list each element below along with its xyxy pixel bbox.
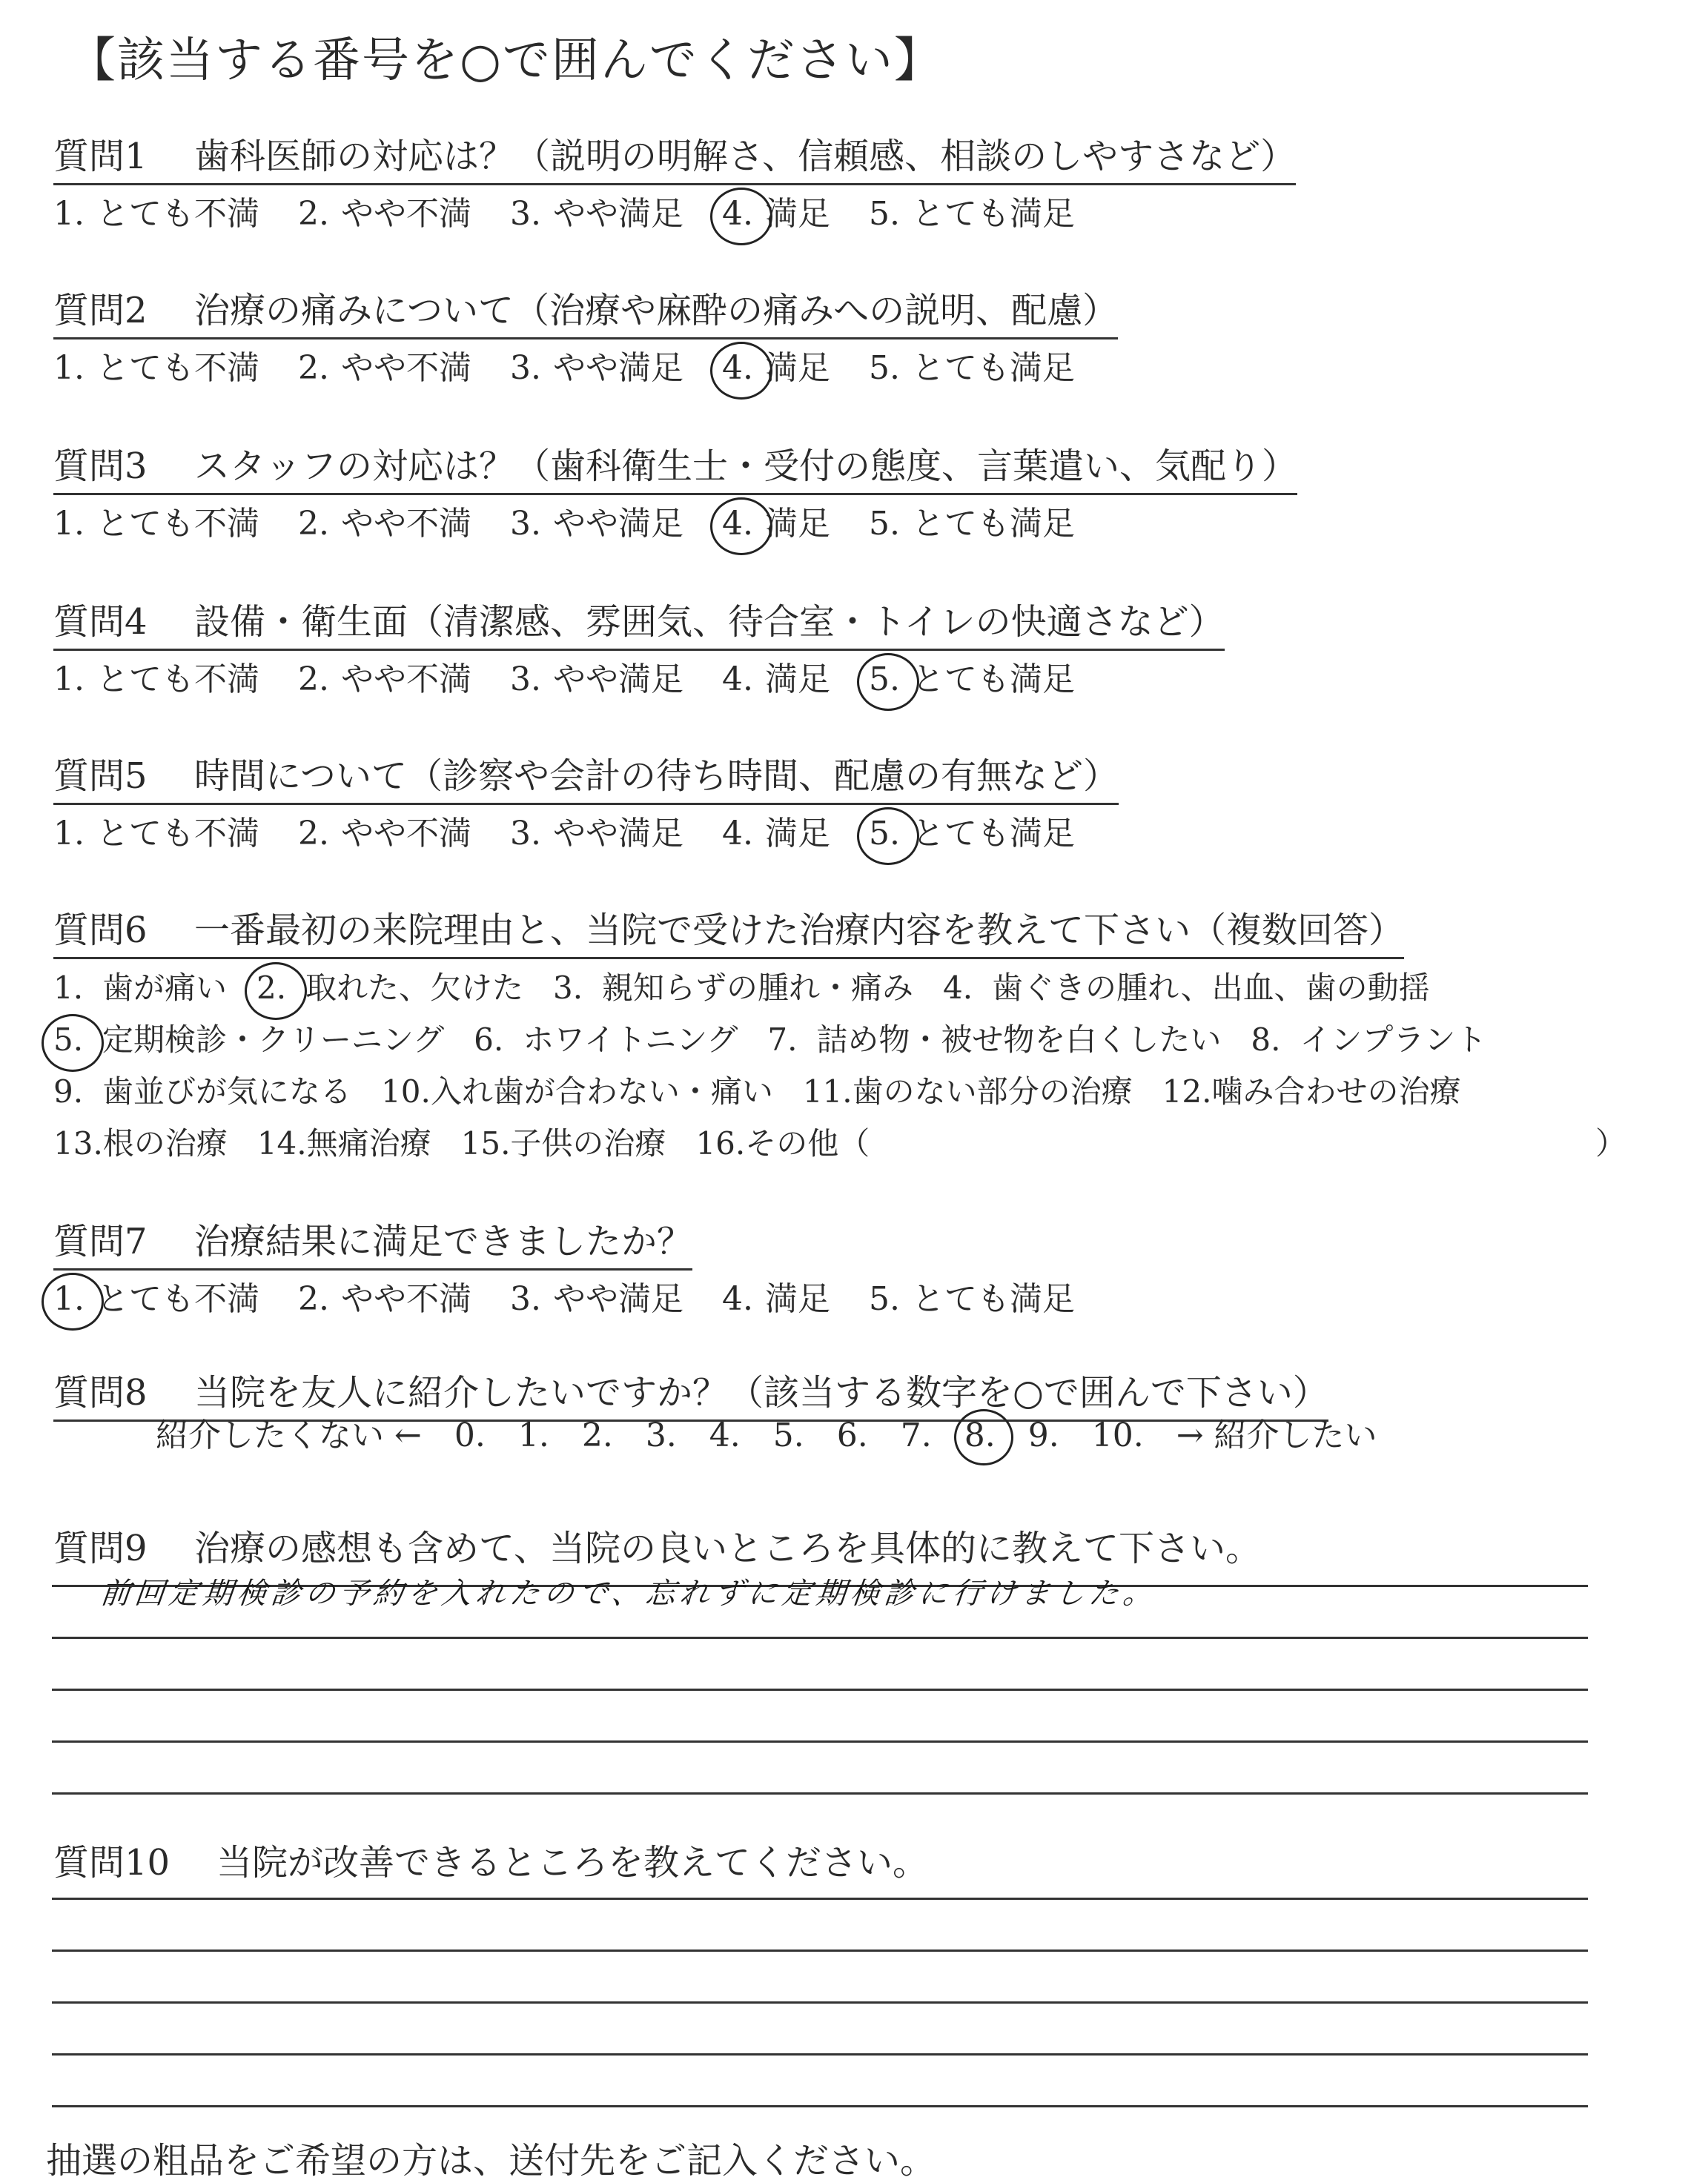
q6-option-15[interactable]: [461, 1119, 666, 1164]
q3-option-5-label: とても満足: [912, 505, 1075, 543]
q2-option-1-label: とても不満: [96, 349, 259, 387]
q6-option-13-label: 根の治療: [102, 1125, 228, 1162]
question-10-heading: [53, 1834, 928, 1889]
question-3-heading: [53, 437, 1297, 495]
q8-scale-option-7-number: 7.: [900, 1417, 932, 1454]
answer-line: [52, 2053, 1588, 2056]
question-6-options-row-1: [53, 964, 1460, 1008]
q8-scale-option-8[interactable]: [964, 1417, 996, 1454]
q8-scale-option-0-number: 0.: [454, 1417, 486, 1454]
q6-option-1-label: 歯が痛い: [102, 970, 228, 1006]
answer-line: [52, 1637, 1588, 1639]
q6-option-7[interactable]: [767, 1016, 1221, 1060]
question-3-options: [53, 497, 1113, 544]
q1-option-2-number: 2.: [298, 195, 329, 233]
question-2-options: [53, 341, 1113, 388]
q2-option-5[interactable]: [869, 341, 1075, 388]
q8-scale-option-4[interactable]: [709, 1417, 741, 1454]
q3-option-4[interactable]: [722, 497, 830, 544]
q1-option-2-label: やや不満: [341, 195, 471, 233]
q2-option-3[interactable]: [510, 341, 683, 388]
q6-option-3-label: 親知らずの腫れ・痛み: [602, 970, 914, 1006]
question-1-heading: [53, 127, 1296, 185]
q6-option-10-number: 10.: [381, 1073, 431, 1110]
q1-option-4-number: 4.: [722, 195, 765, 233]
q6-option-6[interactable]: [474, 1016, 738, 1060]
q6-option-4-label: 歯ぐきの腫れ、出血、歯の動揺: [992, 970, 1430, 1006]
q3-option-4-number: 4.: [722, 505, 765, 543]
question-5-text: 時間について（診察や会計の待ち時間、配慮の有無など）: [194, 755, 1119, 797]
q6-option-4-number: 4.: [943, 970, 973, 1006]
q2-option-2-label: やや不満: [341, 349, 471, 387]
q6-option-6-label: ホワイトニング: [523, 1021, 738, 1058]
question-9-text: 治療の感想も含めて、当院の良いところを具体的に教えて下さい。: [194, 1528, 1262, 1569]
q6-option-3-number: 3.: [553, 970, 583, 1006]
q4-option-5-label: とても満足: [912, 660, 1075, 698]
q6-option-14[interactable]: [257, 1119, 431, 1164]
q8-scale-option-9[interactable]: [1028, 1417, 1059, 1454]
q2-option-2-number: 2.: [298, 349, 329, 387]
answer-line: [52, 1689, 1588, 1691]
q4-option-3-number: 3.: [510, 660, 541, 698]
q3-option-2-number: 2.: [298, 505, 329, 543]
q6-option-10-label: 入れ歯が合わない・痛い: [430, 1073, 773, 1110]
question-6-heading: [53, 901, 1404, 959]
q6-option-13-number: 13.: [53, 1125, 103, 1162]
q6-option-9-number: 9.: [53, 1073, 84, 1110]
q1-option-2[interactable]: [298, 187, 471, 234]
q3-option-2-label: やや不満: [341, 505, 471, 543]
q8-scale-option-0[interactable]: [454, 1417, 486, 1454]
q4-option-2[interactable]: [298, 652, 471, 700]
question-4-heading: [53, 593, 1225, 651]
q3-option-1-label: とても不満: [96, 505, 259, 543]
question-5-options: [53, 806, 1113, 854]
q1-option-1-label: とても不満: [96, 195, 259, 233]
q7-option-5-number: 5.: [869, 1280, 900, 1318]
question-9-answer: 前回定期検診の予約を入れたので、忘れずに定期検診に行けました。: [99, 1577, 1159, 1611]
q7-option-3[interactable]: [510, 1272, 683, 1319]
answer-line: [52, 1898, 1588, 1900]
q6-option-7-label: 詰め物・被せ物を白くしたい: [816, 1021, 1222, 1058]
q2-option-4[interactable]: [722, 341, 830, 388]
answer-line: [52, 2105, 1588, 2107]
q6-option-16-number: 16.: [695, 1125, 746, 1162]
q8-scale-option-7[interactable]: [901, 1417, 932, 1454]
q3-option-1-number: 1.: [53, 505, 85, 543]
q1-option-4-label: 満足: [765, 195, 830, 233]
q6-option-11-label: 歯のない部分の治療: [852, 1073, 1133, 1110]
q6-option-2-number: 2.: [256, 970, 305, 1006]
q6-other-close-paren: ）: [1595, 1125, 1627, 1162]
question-4-text: 設備・衛生面（清潔感、雰囲気、待合室・トイレの快適さなど）: [194, 601, 1225, 643]
q6-option-5[interactable]: [53, 1016, 444, 1060]
q6-option-14-label: 無痛治療: [306, 1125, 431, 1162]
q6-option-4[interactable]: [943, 964, 1430, 1008]
q3-option-4-label: 満足: [765, 505, 830, 543]
question-2-text: 治療の痛みについて（治療や麻酔の痛みへの説明、配慮）: [194, 290, 1119, 331]
question-1-number: 質問1: [53, 136, 148, 177]
q5-option-1-label: とても不満: [96, 815, 259, 852]
q6-option-5-label: 定期検診・クリーニング: [102, 1021, 445, 1058]
footer-note: 抽選の粗品をご希望の方は、送付先をご記入ください。: [46, 2140, 936, 2182]
question-6-options-row-3: [53, 1067, 1490, 1112]
question-1-options: [53, 187, 1113, 234]
answer-line: [52, 1740, 1588, 1743]
q4-option-4-number: 4.: [722, 660, 753, 698]
q6-option-12[interactable]: [1162, 1067, 1461, 1112]
q8-scale-option-10[interactable]: [1092, 1417, 1144, 1454]
question-5-heading: [53, 747, 1119, 805]
q7-option-4[interactable]: [722, 1272, 830, 1319]
q4-option-3[interactable]: [510, 652, 683, 700]
q8-scale-option-10-number: 10.: [1091, 1417, 1144, 1454]
q7-option-2-number: 2.: [298, 1280, 329, 1318]
q6-option-5-number: 5.: [53, 1021, 102, 1058]
question-7-heading: [53, 1213, 692, 1271]
question-6-options-row-2: [53, 1016, 1516, 1060]
q6-option-1[interactable]: [53, 964, 227, 1008]
q3-option-3-number: 3.: [510, 505, 541, 543]
q1-option-1-number: 1.: [53, 195, 85, 233]
question-5-number: 質問5: [53, 755, 148, 797]
q6-option-2[interactable]: [256, 964, 523, 1008]
q4-option-5-number: 5.: [869, 660, 912, 698]
q1-option-1[interactable]: [53, 187, 259, 234]
q8-scale-option-5-number: 5.: [772, 1417, 804, 1454]
q2-option-1[interactable]: [53, 341, 259, 388]
q6-option-9[interactable]: [53, 1067, 351, 1112]
q5-option-3[interactable]: [510, 806, 683, 854]
question-8-number: 質問8: [53, 1372, 148, 1414]
q5-option-3-number: 3.: [510, 815, 541, 852]
question-7-number: 質問7: [53, 1221, 148, 1262]
q6-option-9-label: 歯並びが気になる: [102, 1073, 352, 1110]
q8-scale-option-5[interactable]: [773, 1417, 804, 1454]
q3-option-5-number: 5.: [869, 505, 900, 543]
question-8-scale: [156, 1408, 1410, 1456]
q2-option-3-number: 3.: [510, 349, 541, 387]
q6-option-8[interactable]: [1251, 1016, 1486, 1060]
q6-option-14-number: 14.: [256, 1125, 307, 1162]
question-7-options: [53, 1272, 1113, 1319]
question-3-number: 質問3: [53, 445, 148, 487]
question-9-number: 質問9: [53, 1528, 148, 1569]
q1-option-5[interactable]: [869, 187, 1075, 234]
q5-option-4-number: 4.: [722, 815, 753, 852]
q5-option-1-number: 1.: [53, 815, 85, 852]
q2-option-4-number: 4.: [722, 349, 765, 387]
q4-option-5[interactable]: [869, 652, 1075, 700]
q8-scale-option-3[interactable]: [646, 1417, 677, 1454]
q4-option-1-number: 1.: [53, 660, 85, 698]
q7-option-2[interactable]: [298, 1272, 471, 1319]
q6-option-8-label: インプラント: [1300, 1021, 1487, 1058]
q4-option-1-label: とても不満: [96, 660, 259, 698]
q1-option-5-label: とても満足: [912, 195, 1075, 233]
q6-option-2-label: 取れた、欠けた: [305, 970, 524, 1006]
question-4-number: 質問4: [53, 601, 148, 643]
q8-scale-option-1[interactable]: [518, 1417, 549, 1454]
question-10-number: 質問10: [53, 1842, 171, 1884]
q1-option-3[interactable]: [510, 187, 683, 234]
q7-option-3-number: 3.: [510, 1280, 541, 1318]
q3-option-5[interactable]: [869, 497, 1075, 544]
q5-option-3-label: やや満足: [553, 815, 683, 852]
q8-scale-option-8-number: 8.: [964, 1417, 996, 1454]
q6-option-15-label: 子供の治療: [510, 1125, 666, 1162]
question-2-number: 質問2: [53, 290, 148, 331]
q8-scale-option-9-number: 9.: [1027, 1417, 1059, 1454]
question-9-heading: [53, 1520, 1261, 1575]
q6-option-15-number: 15.: [460, 1125, 511, 1162]
q1-option-3-label: やや満足: [553, 195, 683, 233]
q4-option-2-number: 2.: [298, 660, 329, 698]
q8-scale-option-6[interactable]: [837, 1417, 868, 1454]
q4-option-1[interactable]: [53, 652, 259, 700]
q7-option-4-number: 4.: [722, 1280, 753, 1318]
question-10-text: 当院が改善できるところを教えてください。: [216, 1842, 929, 1884]
q3-option-2[interactable]: [298, 497, 471, 544]
q7-option-5-label: とても満足: [912, 1280, 1075, 1318]
q2-option-3-label: やや満足: [553, 349, 683, 387]
q6-option-11-number: 11.: [802, 1073, 853, 1110]
q6-option-10[interactable]: [381, 1067, 773, 1112]
q4-option-3-label: やや満足: [553, 660, 683, 698]
question-6-options-row-4: [53, 1119, 1627, 1164]
q8-scale-option-1-number: 1.: [517, 1417, 549, 1454]
q5-option-2-label: やや不満: [341, 815, 471, 852]
question-8-right-label: → 紹介したい: [1176, 1417, 1377, 1454]
question-3-text: スタッフの対応は？（歯科衛生士・受付の態度、言葉遣い、気配り）: [194, 445, 1298, 487]
q8-scale-option-3-number: 3.: [645, 1417, 677, 1454]
q1-option-4[interactable]: [722, 187, 830, 234]
question-8-text: 当院を友人に紹介したいですか？（該当する数字を○で囲んで下さい）: [194, 1372, 1328, 1414]
q8-scale-option-2-number: 2.: [581, 1417, 613, 1454]
q5-option-5-number: 5.: [869, 815, 912, 852]
q6-option-8-number: 8.: [1251, 1021, 1281, 1058]
question-6-text: 一番最初の来院理由と、当院で受けた治療内容を教えて下さい（複数回答）: [194, 910, 1405, 951]
q7-option-3-label: やや満足: [553, 1280, 683, 1318]
q7-option-1[interactable]: [53, 1272, 259, 1319]
question-2-heading: [53, 282, 1118, 339]
q2-option-1-number: 1.: [53, 349, 85, 387]
q5-option-4-label: 満足: [765, 815, 830, 852]
q5-option-2[interactable]: [298, 806, 471, 854]
q4-option-2-label: やや不満: [341, 660, 471, 698]
q6-option-16-label: その他（: [745, 1125, 870, 1162]
question-4-options: [53, 652, 1113, 700]
q6-option-13[interactable]: [53, 1119, 228, 1164]
question-7-text: 治療結果に満足できましたか？: [194, 1221, 693, 1262]
q8-scale-option-2[interactable]: [582, 1417, 613, 1454]
q1-option-3-number: 3.: [510, 195, 541, 233]
answer-line: [52, 1792, 1588, 1795]
q7-option-1-label: とても不満: [96, 1280, 259, 1318]
answer-line: [52, 1950, 1588, 1952]
q6-option-16[interactable]: [695, 1119, 870, 1164]
q6-option-6-number: 6.: [474, 1021, 504, 1058]
q3-option-1[interactable]: [53, 497, 259, 544]
q6-option-1-number: 1.: [53, 970, 84, 1006]
q7-option-2-label: やや不満: [341, 1280, 471, 1318]
q8-scale-option-4-number: 4.: [709, 1417, 741, 1454]
q2-option-5-label: とても満足: [912, 349, 1075, 387]
q7-option-4-label: 満足: [765, 1280, 830, 1318]
question-8-left-label: 紹介したくない ←: [156, 1417, 422, 1454]
q5-option-1[interactable]: [53, 806, 259, 854]
q7-option-1-number: 1.: [53, 1280, 96, 1318]
q2-option-4-label: 満足: [765, 349, 830, 387]
q4-option-4-label: 満足: [765, 660, 830, 698]
question-6-number: 質問6: [53, 910, 148, 951]
q8-scale-option-6-number: 6.: [836, 1417, 868, 1454]
q5-option-2-number: 2.: [298, 815, 329, 852]
q7-option-5[interactable]: [869, 1272, 1075, 1319]
q2-option-5-number: 5.: [869, 349, 900, 387]
q5-option-5[interactable]: [869, 806, 1075, 854]
q4-option-4[interactable]: [722, 652, 830, 700]
q1-option-5-number: 5.: [869, 195, 900, 233]
q6-option-3[interactable]: [553, 964, 913, 1008]
question-1-text: 歯科医師の対応は？（説明の明解さ、信頼感、相談のしやすさなど）: [194, 136, 1297, 177]
q3-option-3-label: やや満足: [553, 505, 683, 543]
q6-option-11[interactable]: [803, 1067, 1133, 1112]
q3-option-3[interactable]: [510, 497, 683, 544]
q6-option-7-number: 7.: [767, 1021, 798, 1058]
q5-option-4[interactable]: [722, 806, 830, 854]
page-title: 【該当する番号を○で囲んでください】: [68, 33, 943, 88]
answer-line: [52, 2001, 1588, 2004]
q5-option-5-label: とても満足: [912, 815, 1075, 852]
q6-option-12-number: 12.: [1162, 1073, 1212, 1110]
q6-option-12-label: 噛み合わせの治療: [1211, 1073, 1461, 1110]
q2-option-2[interactable]: [298, 341, 471, 388]
